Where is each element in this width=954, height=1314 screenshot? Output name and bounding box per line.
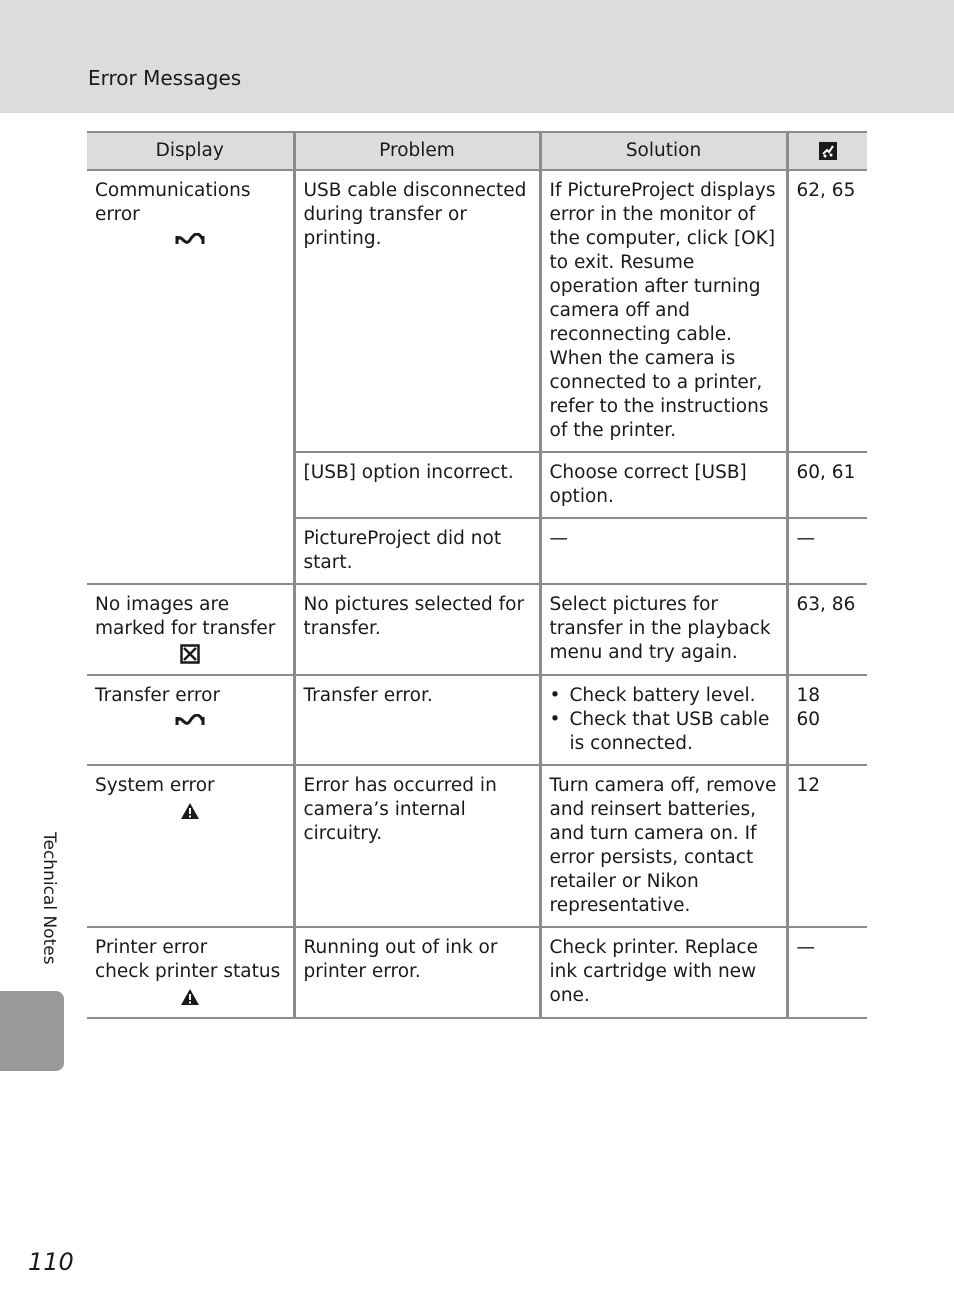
- table-header-row: [87, 132, 867, 170]
- reference-cell: 62, 65: [787, 170, 867, 452]
- page-title: Error Messages: [88, 66, 242, 90]
- reference-line: 18: [796, 685, 821, 706]
- solution-bullet-list: [550, 684, 778, 756]
- header-display: Display: [87, 132, 294, 170]
- reference-cell: 63, 86: [787, 584, 867, 675]
- table-row: [87, 765, 867, 927]
- problem-cell: USB cable disconnected during transfer or printing.: [294, 170, 540, 452]
- display-text: No images are marked for transfer: [95, 594, 276, 639]
- table-row: [87, 170, 867, 452]
- reference-line: 60: [796, 709, 821, 730]
- no-transfer-icon: [95, 642, 285, 666]
- solution-cell: [540, 675, 787, 765]
- usb-transfer-icon: [95, 228, 285, 252]
- display-text: System error: [95, 775, 215, 796]
- problem-cell: Error has occurred in camera’s internal circuitry.: [294, 765, 540, 927]
- display-text: Communications error: [95, 180, 251, 225]
- table-row: [87, 584, 867, 675]
- page-number: 110: [28, 1248, 74, 1276]
- problem-cell: PictureProject did not start.: [294, 518, 540, 584]
- display-text: Transfer error: [95, 685, 221, 706]
- solution-cell: If PictureProject displays error in the monitor of the computer, click [OK] to exit. Resume operation after turning camera off and reconnecting cable. When the camera is connected to a printer, refer to the instructions of the printer.: [540, 170, 787, 452]
- solution-cell: Turn camera off, remove and reinsert batteries, and turn camera on. If error persists, contact retailer or Nikon representative.: [540, 765, 787, 927]
- display-text-line: check printer status: [95, 961, 281, 982]
- usb-transfer-icon: [95, 709, 285, 733]
- page-reference-icon: [818, 141, 838, 161]
- solution-cell: Choose correct [USB] option.: [540, 452, 787, 518]
- section-tab: [0, 991, 64, 1071]
- problem-cell: No pictures selected for transfer.: [294, 584, 540, 675]
- problem-cell: [USB] option incorrect.: [294, 452, 540, 518]
- header-band: [0, 0, 954, 113]
- display-cell: [87, 170, 294, 584]
- header-problem: Problem: [294, 132, 540, 170]
- reference-cell: —: [787, 518, 867, 584]
- reference-cell: 60, 61: [787, 452, 867, 518]
- warning-icon: [95, 799, 285, 823]
- problem-cell: Running out of ink or printer error.: [294, 927, 540, 1018]
- table-row: [87, 675, 867, 765]
- header-solution: Solution: [540, 132, 787, 170]
- reference-cell: [787, 675, 867, 765]
- list-item: • Check that USB cable is connected.: [570, 708, 778, 756]
- solution-cell: —: [540, 518, 787, 584]
- table-row: [87, 927, 867, 1018]
- display-cell: [87, 927, 294, 1018]
- display-cell: [87, 765, 294, 927]
- solution-cell: Select pictures for transfer in the playback menu and try again.: [540, 584, 787, 675]
- error-messages-table: [87, 131, 867, 1019]
- list-item: • Check battery level.: [570, 684, 778, 708]
- problem-cell: Transfer error.: [294, 675, 540, 765]
- solution-cell: Check printer. Replace ink cartridge with new one.: [540, 927, 787, 1018]
- display-cell: [87, 584, 294, 675]
- section-side-label: Technical Notes: [39, 832, 59, 965]
- header-reference: [787, 132, 867, 170]
- display-cell: [87, 675, 294, 765]
- display-text-line: Printer error: [95, 937, 208, 958]
- reference-cell: —: [787, 927, 867, 1018]
- warning-icon: [95, 985, 285, 1009]
- reference-cell: 12: [787, 765, 867, 927]
